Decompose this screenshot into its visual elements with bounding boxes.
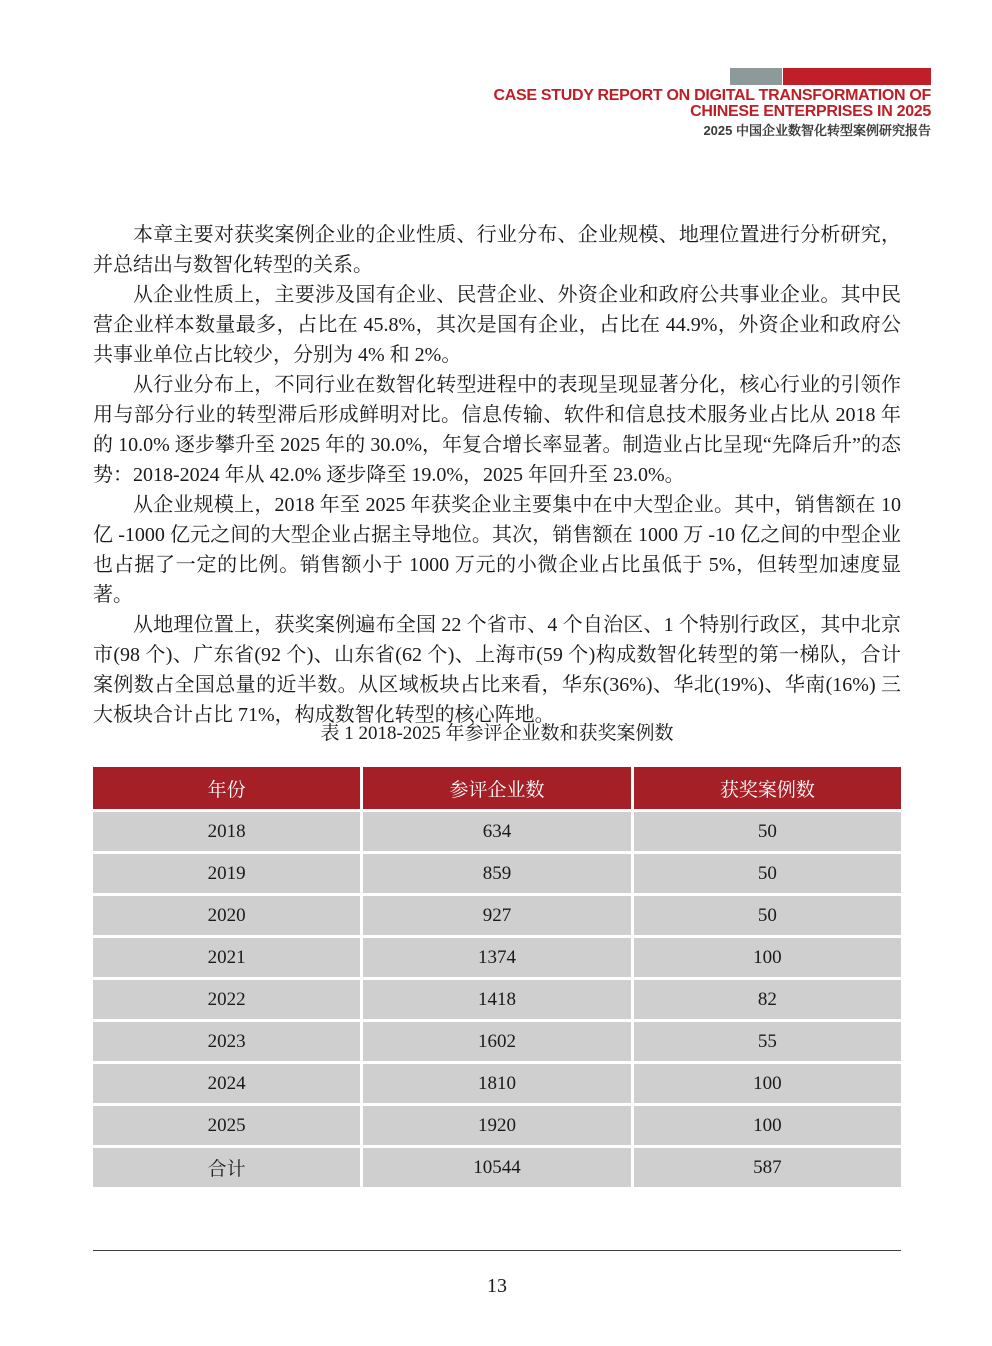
table-cell: 2025 (93, 1106, 360, 1145)
paragraph-enterprise-scale: 从企业规模上，2018 年至 2025 年获奖企业主要集中在中大型企业。其中，销售额在 10 亿 -1000 亿元之间的大型企业占据主导地位。其次，销售额在 1000 万 -10 亿之间的中型企业也占据了一定的比例。销售额小于 1000 万元的小微企业占比虽低于 5%，但转型加速度显著。 (93, 494, 901, 606)
paragraph-geography: 从地理位置上，获奖案例遍布全国 22 个省市、4 个自治区、1 个特别行政区，其中北京市(98 个)、广东省(92 个)、山东省(62 个)、上海市(59 个)构成数智化转型的第一梯队，合计案例数占全国总量的近半数。从区域板块占比来看，华东(36%)、华北(19%)、华南(16%) 三大板块合计占比 71%，构成数智化转型的核心阵地。 (93, 614, 901, 726)
table-cell: 634 (363, 812, 630, 851)
column-header-participating-enterprises: 参评企业数 (363, 767, 630, 809)
table-cell: 1418 (363, 980, 630, 1019)
table-caption: 表 1 2018-2025 年参评企业数和获奖案例数 (320, 723, 674, 744)
table-row (93, 896, 901, 935)
table-row (93, 854, 901, 893)
table-cell: 2019 (93, 854, 360, 893)
table-row (93, 1148, 901, 1187)
table-cell: 55 (634, 1022, 901, 1061)
table-row (93, 1106, 901, 1145)
report-subtitle-cn: 2025 中国企业数智化转型案例研究报告 (703, 123, 931, 138)
report-title-line-1: CASE STUDY REPORT ON DIGITAL TRANSFORMATION OF (493, 87, 931, 104)
table-cell: 859 (363, 854, 630, 893)
header-red-bar (783, 68, 931, 85)
table-cell: 2023 (93, 1022, 360, 1061)
table-row (93, 980, 901, 1019)
table-cell: 1374 (363, 938, 630, 977)
table-cell: 2018 (93, 812, 360, 851)
table-cell: 2022 (93, 980, 360, 1019)
table-row (93, 1022, 901, 1061)
table-cell: 50 (634, 812, 901, 851)
table-cell: 100 (634, 1064, 901, 1103)
table-cell: 1920 (363, 1106, 630, 1145)
data-table (93, 767, 901, 1187)
paragraph-industry-distribution: 从行业分布上，不同行业在数智化转型进程中的表现呈现显著分化，核心行业的引领作用与部分行业的转型滞后形成鲜明对比。信息传输、软件和信息技术服务业占比从 2018 年的 10.0% 逐步攀升至 2025 年的 30.0%，年复合增长率显著。制造业占比呈现“先降后升”的态势：2018-2024 年从 42.0% 逐步降至 19.0%，2025 年回升至 23.0%。 (93, 374, 901, 486)
table-cell: 10544 (363, 1148, 630, 1187)
report-title-line-2: CHINESE ENTERPRISES IN 2025 (690, 103, 931, 120)
page-number: 13 (487, 1275, 507, 1297)
table-cell: 2024 (93, 1064, 360, 1103)
table-cell: 50 (634, 854, 901, 893)
table-cell: 100 (634, 1106, 901, 1145)
table-cell: 2020 (93, 896, 360, 935)
table-cell: 1602 (363, 1022, 630, 1061)
header-gray-bar (730, 68, 782, 85)
table-cell: 927 (363, 896, 630, 935)
table-cell: 50 (634, 896, 901, 935)
table-body (93, 812, 901, 1187)
column-header-year: 年份 (93, 767, 360, 809)
report-title-en (371, 88, 931, 120)
table-cell: 2021 (93, 938, 360, 977)
footer-divider (93, 1250, 901, 1251)
table-cell: 合计 (93, 1148, 360, 1187)
paragraph-overview: 本章主要对获奖案例企业的企业性质、行业分布、企业规模、地理位置进行分析研究，并总结出与数智化转型的关系。 (93, 224, 901, 276)
paragraph-enterprise-nature: 从企业性质上，主要涉及国有企业、民营企业、外资企业和政府公共事业企业。其中民营企业样本数量最多，占比在 45.8%，其次是国有企业，占比在 44.9%，外资企业和政府公共事业单位占比较少，分别为 4% 和 2%。 (93, 284, 901, 366)
table-row (93, 938, 901, 977)
table-cell: 1810 (363, 1064, 630, 1103)
body-text (93, 220, 901, 730)
table-cell: 100 (634, 938, 901, 977)
table-header-row (93, 767, 901, 809)
table-row (93, 812, 901, 851)
page-header (371, 88, 931, 138)
column-header-awarded-cases: 获奖案例数 (634, 767, 901, 809)
table-row (93, 1064, 901, 1103)
table-cell: 587 (634, 1148, 901, 1187)
table-cell: 82 (634, 980, 901, 1019)
